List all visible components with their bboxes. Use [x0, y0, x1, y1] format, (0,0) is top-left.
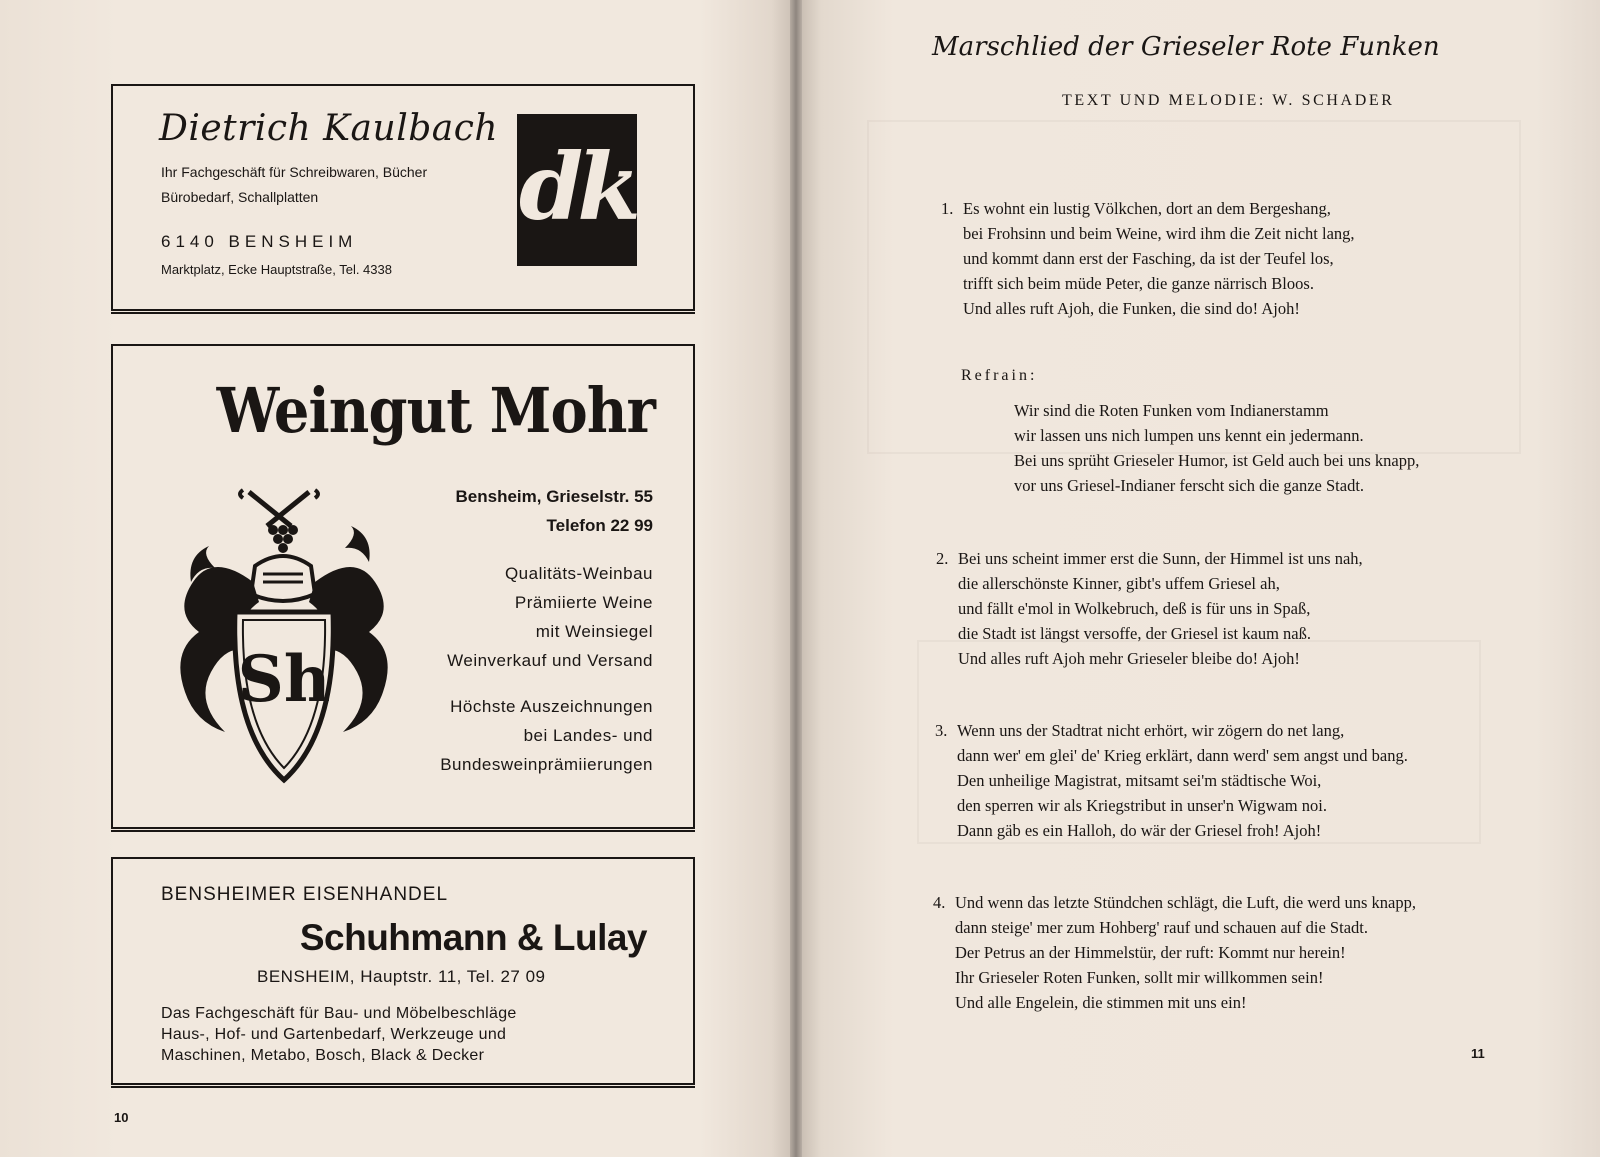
mohr-award: bei Landes- und: [523, 726, 653, 745]
verse-2: [936, 546, 1363, 671]
verse-line: Und wenn das letzte Stündchen schlägt, die Luft, die werd uns knapp,: [955, 893, 1416, 912]
verse-number: 2.: [936, 549, 949, 568]
ad-schuhmann-lulay: [111, 857, 695, 1085]
verse-line: Wenn uns der Stadtrat nicht erhört, wir zögern do net lang,: [957, 721, 1345, 740]
coat-of-arms-icon: [169, 486, 389, 796]
mohr-feature: mit Weinsiegel: [535, 622, 653, 641]
song-title: Marschlied der Grieseler Rote Funken: [932, 32, 1440, 62]
verse-line: Dann gäb es ein Halloh, do wär der Griesel froh! Ajoh!: [957, 821, 1322, 840]
kaulbach-address: Marktplatz, Ecke Hauptstraße, Tel. 4338: [161, 262, 392, 277]
page-number-right: 11: [1471, 1046, 1485, 1061]
verse-line: den sperren wir als Kriegstribut in unser'n Wigwam noi.: [957, 796, 1327, 815]
kaulbach-tagline: Ihr Fachgeschäft für Schreibwaren, Bücher: [161, 164, 428, 180]
refrain: [1014, 398, 1419, 498]
schuhmann-description: Haus-, Hof- und Gartenbedarf, Werkzeuge und: [161, 1026, 507, 1043]
mohr-title: Weingut Mohr: [216, 374, 656, 447]
verse-line: trifft sich beim müde Peter, die ganze närrisch Bloos.: [963, 274, 1314, 293]
refrain-label: Refrain:: [961, 367, 1038, 384]
verse-line: dann steige' mer zum Hohberg' rauf und schauen auf die Stadt.: [955, 918, 1368, 937]
schuhmann-kicker: BENSHEIMER EISENHANDEL: [161, 884, 449, 905]
verse-line: die Stadt ist längst versoffe, der Griesel ist kaum naß.: [958, 624, 1311, 643]
mohr-feature: Weinverkauf und Versand: [447, 651, 653, 670]
schuhmann-description: Das Fachgeschäft für Bau- und Möbelbeschläge: [161, 1005, 517, 1022]
verse-3: [935, 718, 1408, 843]
kaulbach-city: 6140 BENSHEIM: [161, 232, 358, 251]
refrain-line: Bei uns sprüht Grieseler Humor, ist Geld auch bei uns knapp,: [1014, 451, 1420, 470]
mohr-phone: Telefon 22 99: [546, 516, 653, 535]
schuhmann-name: Schuhmann & Lulay: [299, 917, 647, 958]
refrain-line: vor uns Griesel-Indianer ferscht sich die ganze Stadt.: [1014, 476, 1365, 495]
song-credit: TEXT UND MELODIE: W. SCHADER: [1062, 92, 1395, 109]
mohr-feature: Qualitäts-Weinbau: [504, 564, 653, 583]
verse-line: Bei uns scheint immer erst die Sunn, der Himmel ist uns nah,: [958, 549, 1363, 568]
verse-number: 1.: [941, 199, 954, 218]
verse-line: und kommt dann erst der Fasching, da ist der Teufel los,: [963, 249, 1334, 268]
dk-logo: [517, 114, 637, 266]
mohr-award: Bundesweinprämiierungen: [440, 755, 653, 774]
svg-text:Sh: Sh: [237, 642, 331, 717]
mohr-award: Höchste Auszeichnungen: [450, 697, 653, 716]
book-gutter: [790, 0, 802, 1157]
verse-number: 4.: [933, 893, 946, 912]
verse-line: Der Petrus an der Himmelstür, der ruft: Kommt nur herein!: [955, 943, 1346, 962]
verse-line: Und alles ruft Ajoh mehr Grieseler bleibe do! Ajoh!: [958, 649, 1300, 668]
verse-line: die allerschönste Kinner, gibt's uffem Griesel ah,: [958, 574, 1280, 593]
verse-line: Und alle Engelein, die stimmen mit uns ein!: [955, 993, 1247, 1012]
kaulbach-tagline-2: Bürobedarf, Schallplatten: [161, 189, 319, 205]
verse-1: [941, 196, 1355, 321]
verse-line: Und alles ruft Ajoh, die Funken, die sind do! Ajoh!: [963, 299, 1300, 318]
mohr-address: Bensheim, Grieselstr. 55: [455, 487, 653, 506]
verse-line: Es wohnt ein lustig Völkchen, dort an dem Bergeshang,: [963, 199, 1331, 218]
ad-weingut-mohr: [111, 344, 695, 829]
verse-4: [933, 890, 1416, 1015]
refrain-line: wir lassen uns nich lumpen uns kennt ein jedermann.: [1014, 426, 1364, 445]
schuhmann-address: BENSHEIM, Hauptstr. 11, Tel. 27 09: [257, 967, 546, 986]
verse-line: bei Frohsinn und beim Weine, wird ihm die Zeit nicht lang,: [963, 224, 1355, 243]
schuhmann-description: Maschinen, Metabo, Bosch, Black & Decker: [161, 1047, 485, 1064]
mohr-feature: Prämiierte Weine: [514, 593, 653, 612]
kaulbach-name: Dietrich Kaulbach: [159, 108, 499, 149]
ad-kaulbach: [111, 84, 695, 311]
verse-number: 3.: [935, 721, 948, 740]
verse-line: und fällt e'mol in Wolkebruch, deß is für uns in Spaß,: [958, 599, 1311, 618]
verse-line: Den unheilige Magistrat, mitsamt sei'm städtische Woi,: [957, 771, 1322, 790]
refrain-line: Wir sind die Roten Funken vom Indianerstamm: [1014, 401, 1329, 420]
verse-line: Ihr Grieseler Roten Funken, sollt mir willkommen sein!: [955, 968, 1324, 987]
page-number-left: 10: [114, 1110, 129, 1125]
verse-line: dann wer' em glei' de' Krieg erklärt, dann werd' sem angst und bang.: [957, 746, 1408, 765]
dk-logo-text: dk: [518, 133, 636, 241]
